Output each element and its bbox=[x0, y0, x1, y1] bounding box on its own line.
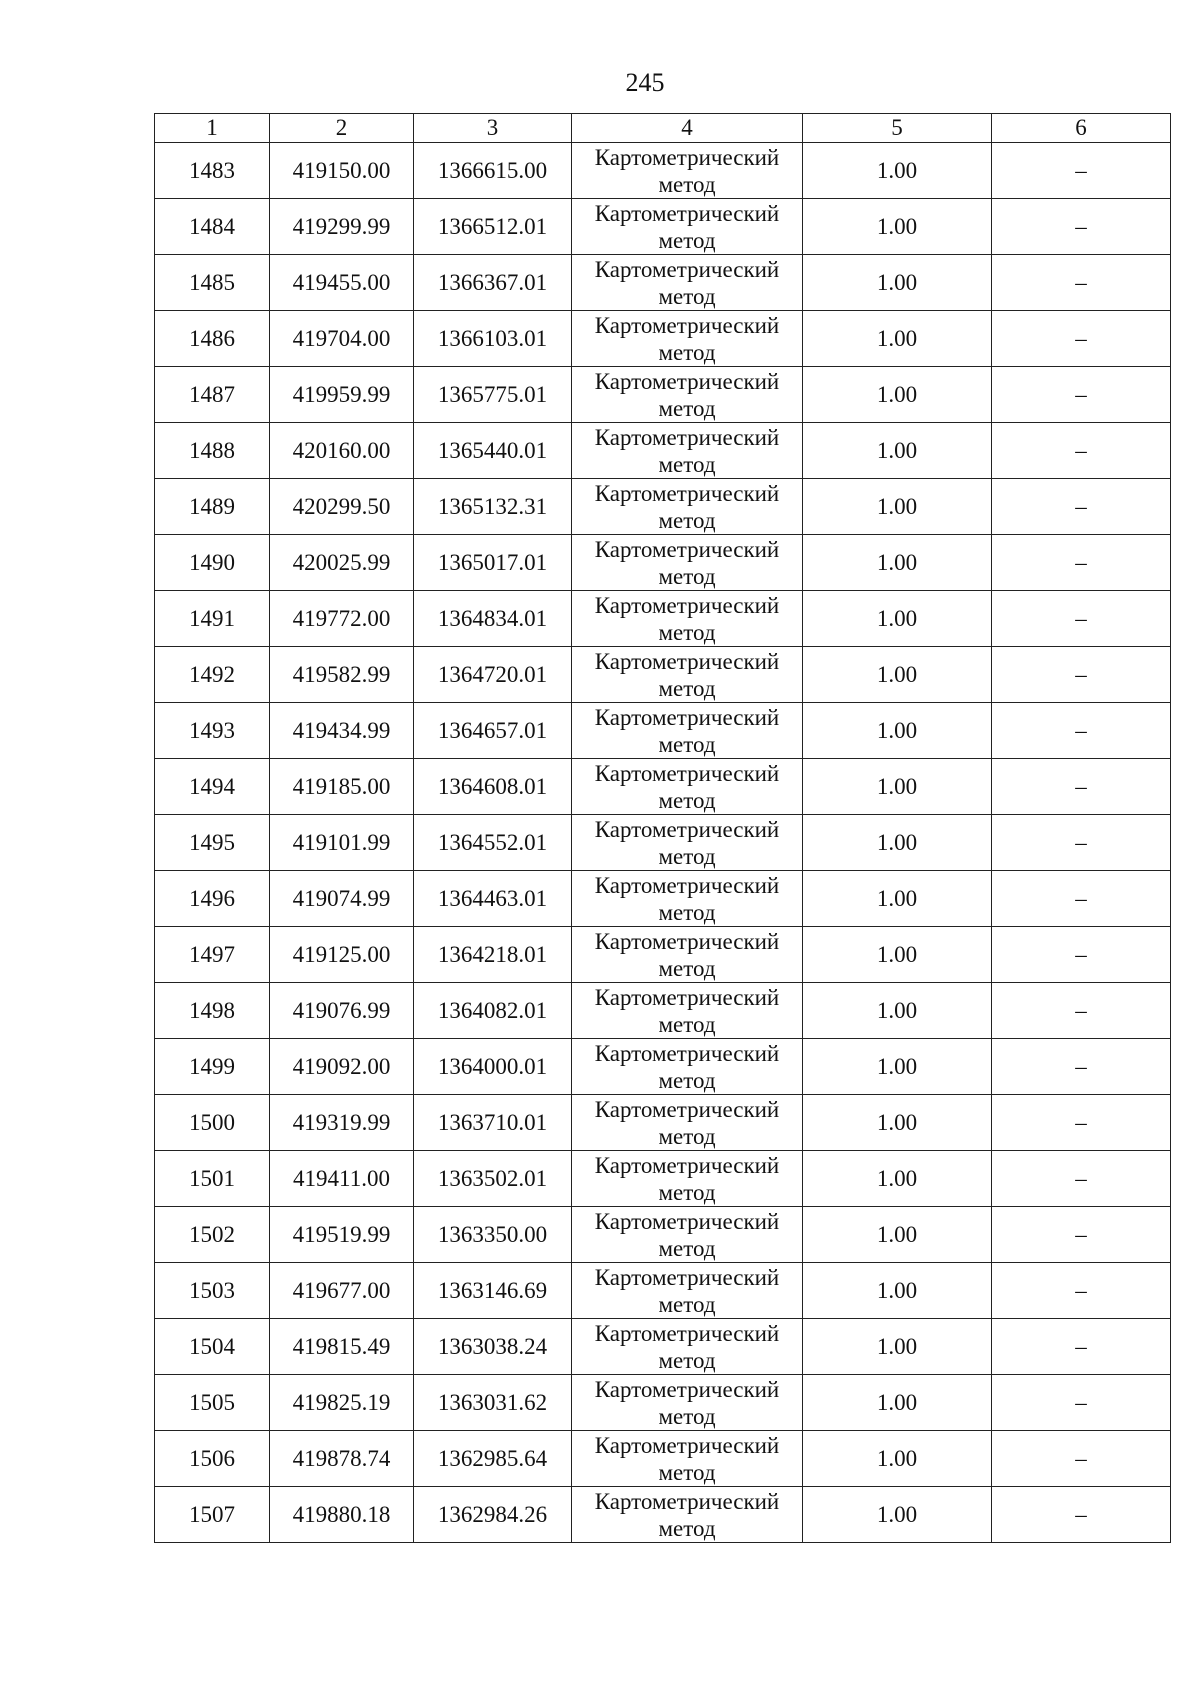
note-cell: – bbox=[992, 647, 1171, 703]
y-coordinate-cell: 1363350.00 bbox=[414, 1207, 572, 1263]
x-coordinate-cell: 419959.99 bbox=[270, 367, 414, 423]
y-coordinate-cell: 1364834.01 bbox=[414, 591, 572, 647]
x-coordinate-cell: 420160.00 bbox=[270, 423, 414, 479]
y-coordinate-cell: 1363146.69 bbox=[414, 1263, 572, 1319]
accuracy-cell: 1.00 bbox=[803, 1375, 992, 1431]
method-text-line-1: Картометрический bbox=[594, 536, 780, 562]
table-row bbox=[155, 479, 1171, 535]
column-header-2: 2 bbox=[270, 114, 414, 143]
accuracy-cell: 1.00 bbox=[803, 1319, 992, 1375]
table-row bbox=[155, 1151, 1171, 1207]
y-coordinate-cell: 1364463.01 bbox=[414, 871, 572, 927]
table-row bbox=[155, 759, 1171, 815]
point-number-cell: 1487 bbox=[155, 367, 270, 423]
note-cell: – bbox=[992, 1375, 1171, 1431]
table-row bbox=[155, 311, 1171, 367]
table-row bbox=[155, 1263, 1171, 1319]
method-text-line-1: Картометрический bbox=[594, 1488, 780, 1514]
accuracy-cell: 1.00 bbox=[803, 1431, 992, 1487]
table-row bbox=[155, 1431, 1171, 1487]
table-body bbox=[155, 143, 1171, 1543]
method-cell bbox=[572, 367, 803, 423]
x-coordinate-cell: 419319.99 bbox=[270, 1095, 414, 1151]
point-number-cell: 1502 bbox=[155, 1207, 270, 1263]
method-text-line-1: Картометрический bbox=[594, 984, 780, 1010]
point-number-cell: 1488 bbox=[155, 423, 270, 479]
accuracy-cell: 1.00 bbox=[803, 479, 992, 535]
table-row bbox=[155, 703, 1171, 759]
method-text-line-2: метод bbox=[658, 899, 716, 925]
note-cell: – bbox=[992, 367, 1171, 423]
note-cell: – bbox=[992, 1263, 1171, 1319]
method-text-line-2: метод bbox=[658, 955, 716, 981]
note-cell: – bbox=[992, 1487, 1171, 1543]
note-cell: – bbox=[992, 255, 1171, 311]
table-row bbox=[155, 815, 1171, 871]
x-coordinate-cell: 419076.99 bbox=[270, 983, 414, 1039]
method-text-line-1: Картометрический bbox=[594, 256, 780, 282]
x-coordinate-cell: 419101.99 bbox=[270, 815, 414, 871]
note-cell: – bbox=[992, 927, 1171, 983]
point-number-cell: 1503 bbox=[155, 1263, 270, 1319]
table-row bbox=[155, 255, 1171, 311]
accuracy-cell: 1.00 bbox=[803, 815, 992, 871]
y-coordinate-cell: 1366512.01 bbox=[414, 199, 572, 255]
page-number: 245 bbox=[625, 68, 665, 97]
point-number-cell: 1506 bbox=[155, 1431, 270, 1487]
note-cell: – bbox=[992, 1039, 1171, 1095]
x-coordinate-cell: 419677.00 bbox=[270, 1263, 414, 1319]
y-coordinate-cell: 1365132.31 bbox=[414, 479, 572, 535]
accuracy-cell: 1.00 bbox=[803, 1207, 992, 1263]
note-cell: – bbox=[992, 1431, 1171, 1487]
x-coordinate-cell: 419878.74 bbox=[270, 1431, 414, 1487]
method-text-line-2: метод bbox=[658, 675, 716, 701]
method-text-line-1: Картометрический bbox=[594, 760, 780, 786]
method-cell bbox=[572, 1263, 803, 1319]
table-row bbox=[155, 143, 1171, 199]
point-number-cell: 1498 bbox=[155, 983, 270, 1039]
x-coordinate-cell: 419455.00 bbox=[270, 255, 414, 311]
point-number-cell: 1504 bbox=[155, 1319, 270, 1375]
coordinates-table bbox=[154, 113, 1171, 1543]
method-text-line-1: Картометрический bbox=[594, 1040, 780, 1066]
method-cell bbox=[572, 1319, 803, 1375]
table-row bbox=[155, 647, 1171, 703]
accuracy-cell: 1.00 bbox=[803, 143, 992, 199]
method-text-line-1: Картометрический bbox=[594, 200, 780, 226]
method-cell bbox=[572, 647, 803, 703]
point-number-cell: 1490 bbox=[155, 535, 270, 591]
table-row bbox=[155, 423, 1171, 479]
method-cell bbox=[572, 479, 803, 535]
method-text-line-2: метод bbox=[658, 1011, 716, 1037]
note-cell: – bbox=[992, 759, 1171, 815]
method-cell bbox=[572, 703, 803, 759]
table-row bbox=[155, 367, 1171, 423]
column-header-4: 4 bbox=[572, 114, 803, 143]
method-cell bbox=[572, 535, 803, 591]
x-coordinate-cell: 419434.99 bbox=[270, 703, 414, 759]
point-number-cell: 1500 bbox=[155, 1095, 270, 1151]
method-text-line-1: Картометрический bbox=[594, 816, 780, 842]
note-cell: – bbox=[992, 1319, 1171, 1375]
method-cell bbox=[572, 591, 803, 647]
method-text-line-2: метод bbox=[658, 1123, 716, 1149]
method-text-line-1: Картометрический bbox=[594, 648, 780, 674]
method-cell bbox=[572, 423, 803, 479]
method-text-line-1: Картометрический bbox=[594, 1152, 780, 1178]
method-text-line-1: Картометрический bbox=[594, 1264, 780, 1290]
method-text-line-2: метод bbox=[658, 1515, 716, 1541]
accuracy-cell: 1.00 bbox=[803, 367, 992, 423]
method-text-line-1: Картометрический bbox=[594, 1376, 780, 1402]
x-coordinate-cell: 419185.00 bbox=[270, 759, 414, 815]
table-row bbox=[155, 1319, 1171, 1375]
y-coordinate-cell: 1362984.26 bbox=[414, 1487, 572, 1543]
table-row bbox=[155, 927, 1171, 983]
accuracy-cell: 1.00 bbox=[803, 591, 992, 647]
y-coordinate-cell: 1366615.00 bbox=[414, 143, 572, 199]
note-cell: – bbox=[992, 983, 1171, 1039]
accuracy-cell: 1.00 bbox=[803, 1487, 992, 1543]
x-coordinate-cell: 419582.99 bbox=[270, 647, 414, 703]
y-coordinate-cell: 1366367.01 bbox=[414, 255, 572, 311]
point-number-cell: 1496 bbox=[155, 871, 270, 927]
y-coordinate-cell: 1365775.01 bbox=[414, 367, 572, 423]
method-cell bbox=[572, 311, 803, 367]
method-text-line-1: Картометрический bbox=[594, 592, 780, 618]
method-cell bbox=[572, 1151, 803, 1207]
table-row bbox=[155, 591, 1171, 647]
x-coordinate-cell: 419519.99 bbox=[270, 1207, 414, 1263]
accuracy-cell: 1.00 bbox=[803, 1151, 992, 1207]
y-coordinate-cell: 1364218.01 bbox=[414, 927, 572, 983]
method-text-line-2: метод bbox=[658, 339, 716, 365]
y-coordinate-cell: 1363502.01 bbox=[414, 1151, 572, 1207]
y-coordinate-cell: 1364608.01 bbox=[414, 759, 572, 815]
accuracy-cell: 1.00 bbox=[803, 311, 992, 367]
method-text-line-1: Картометрический bbox=[594, 1096, 780, 1122]
header-row bbox=[155, 114, 1171, 143]
y-coordinate-cell: 1366103.01 bbox=[414, 311, 572, 367]
method-cell bbox=[572, 1095, 803, 1151]
method-text-line-2: метод bbox=[658, 1179, 716, 1205]
accuracy-cell: 1.00 bbox=[803, 423, 992, 479]
method-cell bbox=[572, 143, 803, 199]
x-coordinate-cell: 420299.50 bbox=[270, 479, 414, 535]
note-cell: – bbox=[992, 591, 1171, 647]
accuracy-cell: 1.00 bbox=[803, 255, 992, 311]
method-text-line-2: метод bbox=[658, 1067, 716, 1093]
table-row bbox=[155, 871, 1171, 927]
method-text-line-2: метод bbox=[658, 1459, 716, 1485]
method-cell bbox=[572, 1375, 803, 1431]
method-text-line-1: Картометрический bbox=[594, 312, 780, 338]
method-text-line-2: метод bbox=[658, 787, 716, 813]
method-cell bbox=[572, 983, 803, 1039]
x-coordinate-cell: 419880.18 bbox=[270, 1487, 414, 1543]
table-row bbox=[155, 1207, 1171, 1263]
point-number-cell: 1495 bbox=[155, 815, 270, 871]
note-cell: – bbox=[992, 479, 1171, 535]
method-text-line-1: Картометрический bbox=[594, 1432, 780, 1458]
x-coordinate-cell: 419411.00 bbox=[270, 1151, 414, 1207]
table-row bbox=[155, 199, 1171, 255]
note-cell: – bbox=[992, 535, 1171, 591]
table-row bbox=[155, 1095, 1171, 1151]
x-coordinate-cell: 419825.19 bbox=[270, 1375, 414, 1431]
method-text-line-1: Картометрический bbox=[594, 144, 780, 170]
point-number-cell: 1497 bbox=[155, 927, 270, 983]
note-cell: – bbox=[992, 423, 1171, 479]
point-number-cell: 1491 bbox=[155, 591, 270, 647]
method-cell bbox=[572, 815, 803, 871]
method-text-line-2: метод bbox=[658, 171, 716, 197]
method-cell bbox=[572, 759, 803, 815]
accuracy-cell: 1.00 bbox=[803, 1095, 992, 1151]
point-number-cell: 1505 bbox=[155, 1375, 270, 1431]
method-text-line-2: метод bbox=[658, 1347, 716, 1373]
method-text-line-2: метод bbox=[658, 619, 716, 645]
accuracy-cell: 1.00 bbox=[803, 1039, 992, 1095]
x-coordinate-cell: 419815.49 bbox=[270, 1319, 414, 1375]
method-cell bbox=[572, 871, 803, 927]
y-coordinate-cell: 1363710.01 bbox=[414, 1095, 572, 1151]
method-cell bbox=[572, 1431, 803, 1487]
method-cell bbox=[572, 199, 803, 255]
note-cell: – bbox=[992, 143, 1171, 199]
x-coordinate-cell: 419150.00 bbox=[270, 143, 414, 199]
column-header-3: 3 bbox=[414, 114, 572, 143]
point-number-cell: 1493 bbox=[155, 703, 270, 759]
accuracy-cell: 1.00 bbox=[803, 871, 992, 927]
point-number-cell: 1484 bbox=[155, 199, 270, 255]
table-row bbox=[155, 1039, 1171, 1095]
accuracy-cell: 1.00 bbox=[803, 647, 992, 703]
y-coordinate-cell: 1364657.01 bbox=[414, 703, 572, 759]
note-cell: – bbox=[992, 1207, 1171, 1263]
table-row bbox=[155, 1487, 1171, 1543]
point-number-cell: 1494 bbox=[155, 759, 270, 815]
accuracy-cell: 1.00 bbox=[803, 927, 992, 983]
method-text-line-1: Картометрический bbox=[594, 480, 780, 506]
method-cell bbox=[572, 255, 803, 311]
method-cell bbox=[572, 1039, 803, 1095]
method-text-line-1: Картометрический bbox=[594, 704, 780, 730]
accuracy-cell: 1.00 bbox=[803, 535, 992, 591]
method-text-line-2: метод bbox=[658, 563, 716, 589]
table-row bbox=[155, 1375, 1171, 1431]
x-coordinate-cell: 419125.00 bbox=[270, 927, 414, 983]
note-cell: – bbox=[992, 815, 1171, 871]
method-text-line-2: метод bbox=[658, 1235, 716, 1261]
y-coordinate-cell: 1364720.01 bbox=[414, 647, 572, 703]
point-number-cell: 1489 bbox=[155, 479, 270, 535]
method-text-line-2: метод bbox=[658, 507, 716, 533]
note-cell: – bbox=[992, 703, 1171, 759]
accuracy-cell: 1.00 bbox=[803, 983, 992, 1039]
note-cell: – bbox=[992, 199, 1171, 255]
x-coordinate-cell: 419299.99 bbox=[270, 199, 414, 255]
accuracy-cell: 1.00 bbox=[803, 703, 992, 759]
y-coordinate-cell: 1362985.64 bbox=[414, 1431, 572, 1487]
note-cell: – bbox=[992, 871, 1171, 927]
method-text-line-1: Картометрический bbox=[594, 928, 780, 954]
y-coordinate-cell: 1364552.01 bbox=[414, 815, 572, 871]
point-number-cell: 1501 bbox=[155, 1151, 270, 1207]
x-coordinate-cell: 419772.00 bbox=[270, 591, 414, 647]
method-cell bbox=[572, 1207, 803, 1263]
column-header-1: 1 bbox=[155, 114, 270, 143]
point-number-cell: 1483 bbox=[155, 143, 270, 199]
table-row bbox=[155, 535, 1171, 591]
point-number-cell: 1485 bbox=[155, 255, 270, 311]
y-coordinate-cell: 1364000.01 bbox=[414, 1039, 572, 1095]
note-cell: – bbox=[992, 311, 1171, 367]
method-text-line-2: метод bbox=[658, 1403, 716, 1429]
note-cell: – bbox=[992, 1095, 1171, 1151]
table-row bbox=[155, 983, 1171, 1039]
note-cell: – bbox=[992, 1151, 1171, 1207]
method-text-line-2: метод bbox=[658, 227, 716, 253]
x-coordinate-cell: 419074.99 bbox=[270, 871, 414, 927]
method-text-line-2: метод bbox=[658, 843, 716, 869]
method-text-line-2: метод bbox=[658, 283, 716, 309]
method-text-line-2: метод bbox=[658, 451, 716, 477]
method-text-line-2: метод bbox=[658, 1291, 716, 1317]
method-text-line-1: Картометрический bbox=[594, 872, 780, 898]
method-cell bbox=[572, 927, 803, 983]
point-number-cell: 1486 bbox=[155, 311, 270, 367]
x-coordinate-cell: 419092.00 bbox=[270, 1039, 414, 1095]
method-text-line-1: Картометрический bbox=[594, 424, 780, 450]
y-coordinate-cell: 1363038.24 bbox=[414, 1319, 572, 1375]
x-coordinate-cell: 419704.00 bbox=[270, 311, 414, 367]
accuracy-cell: 1.00 bbox=[803, 199, 992, 255]
column-header-5: 5 bbox=[803, 114, 992, 143]
y-coordinate-cell: 1364082.01 bbox=[414, 983, 572, 1039]
point-number-cell: 1499 bbox=[155, 1039, 270, 1095]
column-header-6: 6 bbox=[992, 114, 1171, 143]
method-text-line-1: Картометрический bbox=[594, 1320, 780, 1346]
accuracy-cell: 1.00 bbox=[803, 1263, 992, 1319]
x-coordinate-cell: 420025.99 bbox=[270, 535, 414, 591]
point-number-cell: 1507 bbox=[155, 1487, 270, 1543]
y-coordinate-cell: 1365440.01 bbox=[414, 423, 572, 479]
method-text-line-2: метод bbox=[658, 395, 716, 421]
method-cell bbox=[572, 1487, 803, 1543]
method-text-line-1: Картометрический bbox=[594, 1208, 780, 1234]
point-number-cell: 1492 bbox=[155, 647, 270, 703]
y-coordinate-cell: 1363031.62 bbox=[414, 1375, 572, 1431]
y-coordinate-cell: 1365017.01 bbox=[414, 535, 572, 591]
method-text-line-1: Картометрический bbox=[594, 368, 780, 394]
accuracy-cell: 1.00 bbox=[803, 759, 992, 815]
method-text-line-2: метод bbox=[658, 731, 716, 757]
